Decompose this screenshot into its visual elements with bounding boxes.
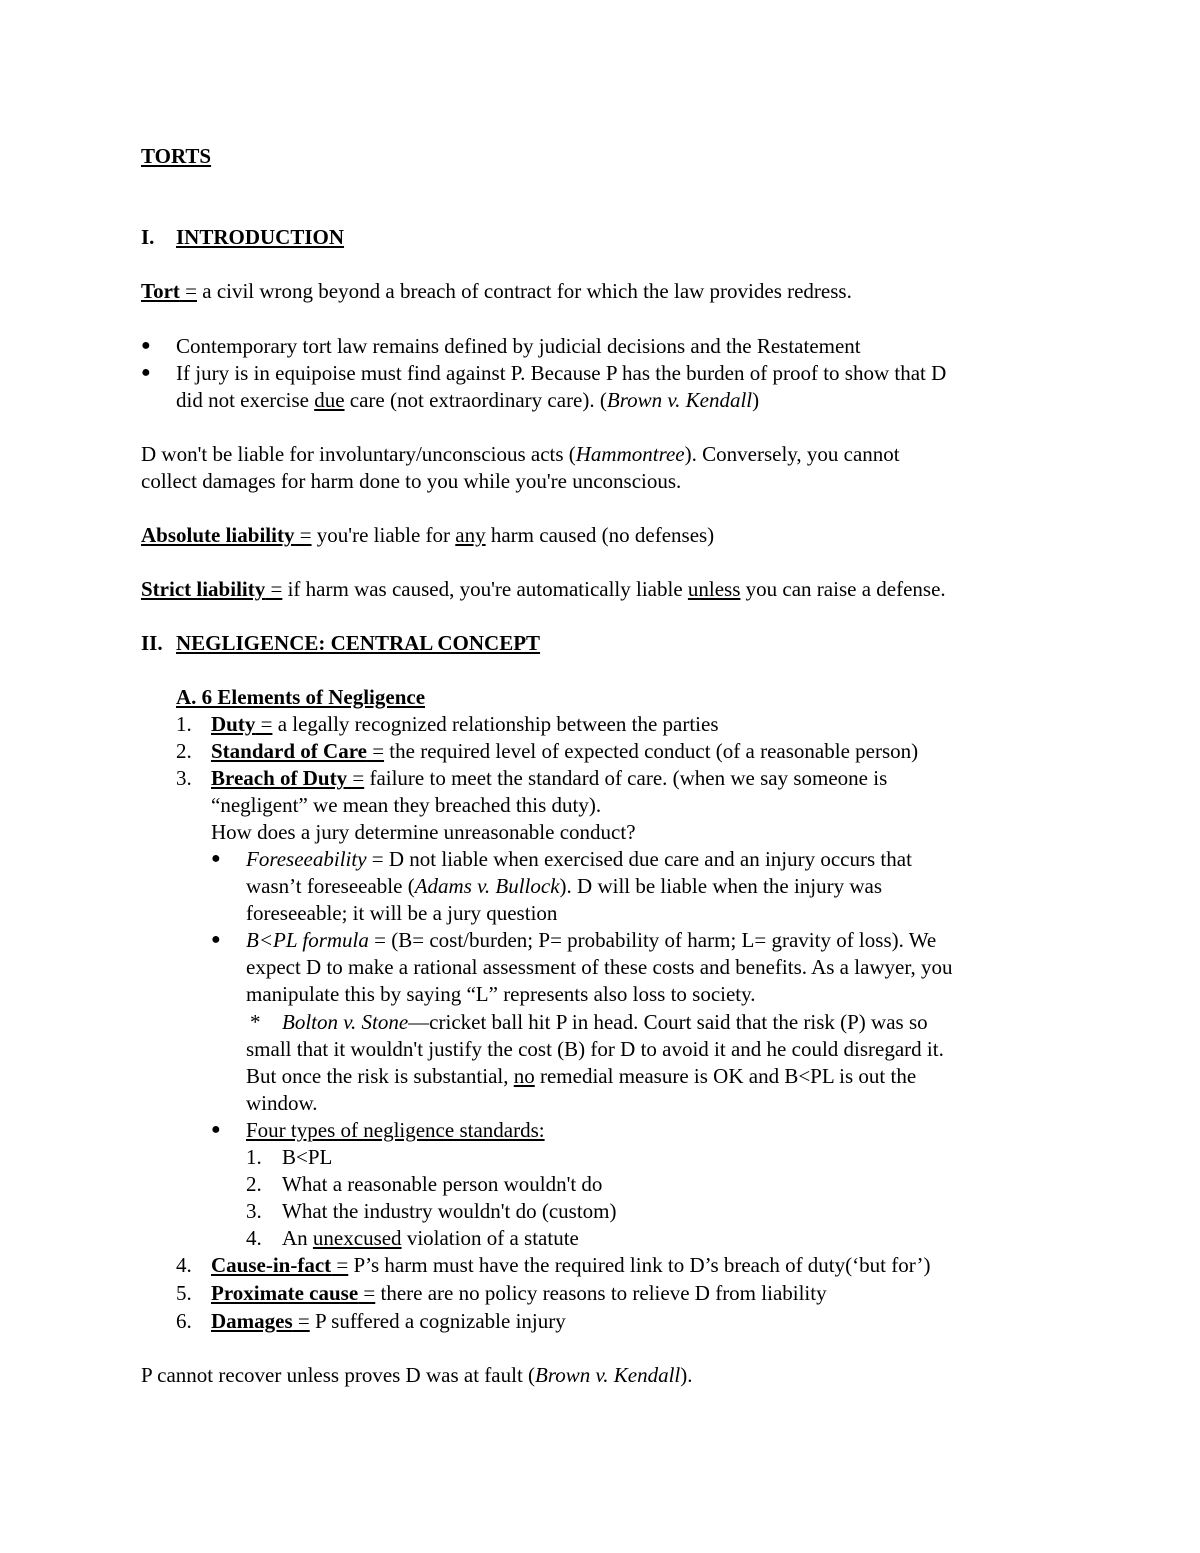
element-term: Damages <box>211 1309 293 1333</box>
absolute-liability <box>141 522 714 548</box>
section-2-number: II. <box>141 631 163 655</box>
bullet-icon: ● <box>141 337 151 354</box>
equals: = <box>255 712 273 736</box>
case-name: Bolton v. Stone <box>282 1010 409 1034</box>
text: did not exercise <box>176 388 315 412</box>
std-2-number: 2. <box>246 1172 262 1196</box>
bullet-icon: ● <box>211 850 221 867</box>
text: ). D will be liable when the injury was <box>559 874 883 898</box>
bpl-term: B<PL formula <box>246 928 369 952</box>
element-3 <box>211 765 887 791</box>
text: you're liable for <box>311 523 456 547</box>
tort-def-text: a civil wrong beyond a breach of contract for which the law provides redress. <box>197 279 852 303</box>
text: P cannot recover unless proves D was at fault ( <box>141 1363 536 1387</box>
case-name: Adams v. Bullock <box>414 874 560 898</box>
bpl-line-2: expect D to make a rational assessment of these costs and benefits. As a lawyer, you <box>246 955 953 979</box>
unless-underlined: unless <box>687 577 741 601</box>
element-5-number: 5. <box>176 1281 192 1305</box>
abs-term: Absolute liability <box>141 523 295 547</box>
involuntary-para-line-1 <box>141 441 900 467</box>
four-types-heading: Four types of negligence standards: <box>246 1118 545 1142</box>
case-name: Hammontree <box>575 442 685 466</box>
foreseeability-term: Foreseeability <box>246 847 367 871</box>
std-3-number: 3. <box>246 1199 262 1223</box>
bolton-line-4: window. <box>246 1091 318 1115</box>
std-3-text: What the industry wouldn't do (custom) <box>282 1199 617 1223</box>
text: D won't be liable for involuntary/unconscious acts ( <box>141 442 576 466</box>
bpl-line-3: manipulate this by saying “L” represents also loss to society. <box>246 982 756 1006</box>
case-name: Brown v. Kendall <box>606 388 753 412</box>
text: the required level of expected conduct (of a reasonable person) <box>384 739 919 763</box>
any-underlined: any <box>455 523 486 547</box>
text: harm caused (no defenses) <box>485 523 715 547</box>
foreseeability-line-1 <box>246 846 912 872</box>
element-term: Standard of Care <box>211 739 367 763</box>
strict-liability <box>141 576 946 602</box>
element-2-number: 2. <box>176 739 192 763</box>
bullet-icon: ● <box>211 1121 221 1138</box>
strict-equals: = <box>265 577 283 601</box>
text: wasn’t foreseeable ( <box>246 874 415 898</box>
element-term: Breach of Duty <box>211 766 348 790</box>
closing-statement <box>141 1362 693 1388</box>
element-5 <box>211 1280 827 1306</box>
element-6 <box>211 1308 566 1334</box>
foreseeability-line-3: foreseeable; it will be a jury question <box>246 901 558 925</box>
text: failure to meet the standard of care. (when we say someone is <box>364 766 888 790</box>
text: remedial measure is OK and B<PL is out the <box>534 1064 917 1088</box>
text: —cricket ball hit P in head. Court said that the risk (P) was so <box>408 1010 928 1034</box>
text: But once the risk is substantial, <box>246 1064 514 1088</box>
intro-bullet-2-cont <box>176 387 759 413</box>
element-2 <box>211 738 918 764</box>
element-term: Cause-in-fact <box>211 1253 332 1277</box>
text: violation of a statute <box>401 1226 579 1250</box>
text: = (B= cost/burden; P= probability of harm; L= gravity of loss). We <box>368 928 937 952</box>
bullet-icon: ● <box>211 931 221 948</box>
std-4-text <box>282 1225 579 1251</box>
bolton-line-3 <box>246 1063 916 1089</box>
text: ). Conversely, you cannot <box>684 442 900 466</box>
document-title: TORTS <box>141 144 212 168</box>
element-4-number: 4. <box>176 1253 192 1277</box>
equals: = <box>366 739 385 763</box>
unexcused-underlined: unexcused <box>312 1226 402 1250</box>
bpl-line-1 <box>246 927 936 953</box>
equals: = <box>292 1309 310 1333</box>
element-term: Proximate cause <box>211 1281 359 1305</box>
equals: = <box>358 1281 376 1305</box>
intro-bullet-2: If jury is in equipoise must find against P. Because P has the burden of proof to show that D <box>176 361 947 385</box>
std-2-text: What a reasonable person wouldn't do <box>282 1172 603 1196</box>
text: a legally recognized relationship between the parties <box>272 712 719 736</box>
text: care (not extraordinary care). ( <box>344 388 607 412</box>
bullet-icon: ● <box>141 364 151 381</box>
bolton-star: * <box>250 1010 261 1034</box>
bolton-line-1 <box>282 1009 928 1035</box>
text: if harm was caused, you're automatically liable <box>282 577 688 601</box>
text: = D not liable when exercised due care and an injury occurs that <box>366 847 912 871</box>
text: ). <box>680 1363 693 1387</box>
element-4 <box>211 1252 930 1278</box>
intro-bullet-1: Contemporary tort law remains defined by judicial decisions and the Restatement <box>176 334 861 358</box>
text: P’s harm must have the required link to D’s breach of duty(‘but for’) <box>348 1253 931 1277</box>
strict-term: Strict liability <box>141 577 266 601</box>
std-4-number: 4. <box>246 1226 262 1250</box>
element-term: Duty <box>211 712 256 736</box>
tort-equals: = <box>179 279 197 303</box>
text: you can raise a defense. <box>740 577 946 601</box>
text: ) <box>752 388 760 412</box>
abs-equals: = <box>294 523 312 547</box>
element-3-line-2: “negligent” we mean they breached this duty). <box>211 793 602 817</box>
element-6-number: 6. <box>176 1309 192 1333</box>
case-name: Brown v. Kendall <box>535 1363 681 1387</box>
foreseeability-line-2 <box>246 873 882 899</box>
tort-term: Tort <box>141 279 180 303</box>
subsection-a-heading: A. 6 Elements of Negligence <box>176 685 426 709</box>
tort-definition <box>141 278 852 304</box>
std-1-text: B<PL <box>282 1145 333 1169</box>
equals: = <box>347 766 365 790</box>
equals: = <box>331 1253 349 1277</box>
bolton-line-2: small that it wouldn't justify the cost (B) for D to avoid it and he could disregard it. <box>246 1037 944 1061</box>
text: there are no policy reasons to relieve D from liability <box>375 1281 827 1305</box>
element-3-number: 3. <box>176 766 192 790</box>
involuntary-para-line-2: collect damages for harm done to you while you're unconscious. <box>141 469 682 493</box>
due-underlined: due <box>314 388 345 412</box>
element-1 <box>211 711 719 737</box>
element-3-line-3: How does a jury determine unreasonable conduct? <box>211 820 636 844</box>
text: An <box>282 1226 313 1250</box>
text: P suffered a cognizable injury <box>309 1309 566 1333</box>
section-2-heading: NEGLIGENCE: CENTRAL CONCEPT <box>176 631 541 655</box>
section-1-number: I. <box>141 225 155 249</box>
section-1-heading: INTRODUCTION <box>176 225 345 249</box>
element-1-number: 1. <box>176 712 192 736</box>
no-underlined: no <box>513 1064 535 1088</box>
std-1-number: 1. <box>246 1145 262 1169</box>
